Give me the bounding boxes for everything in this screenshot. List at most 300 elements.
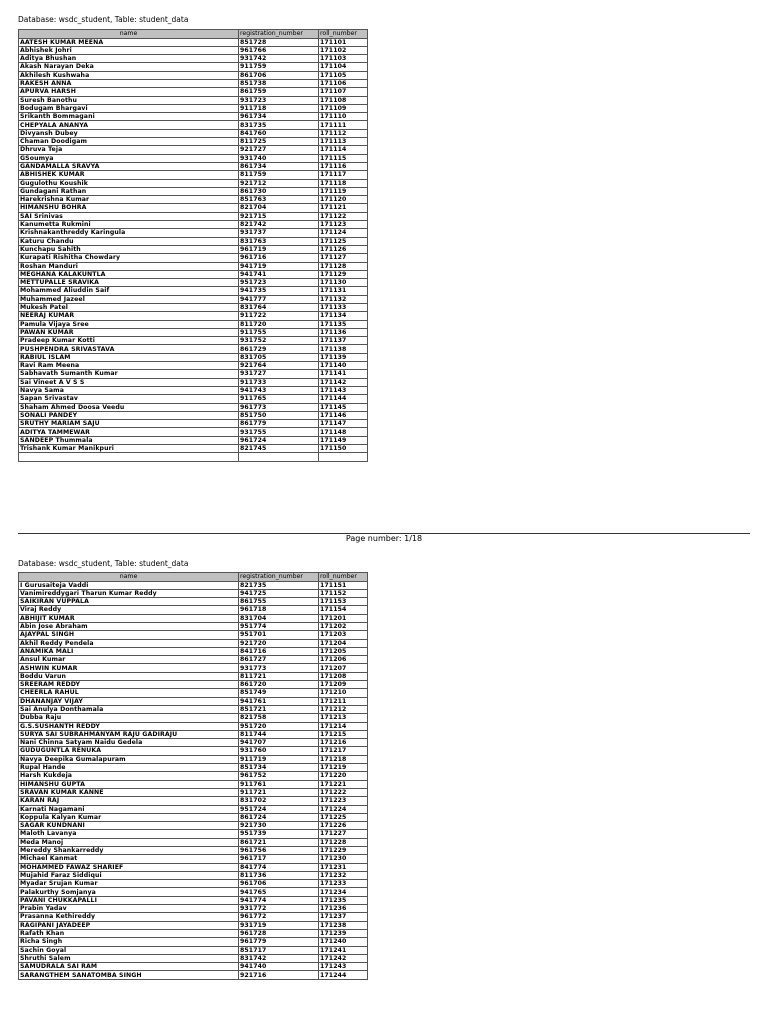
cell-registration-number: 931755 [239, 428, 319, 436]
table-row [19, 830, 368, 838]
table-row [19, 154, 368, 162]
cell-roll-number: 171231 [319, 863, 368, 871]
cell-name: Maloth Lavanya [19, 830, 239, 838]
cell-roll-number: 171226 [319, 822, 368, 830]
cell-roll-number: 171154 [319, 606, 368, 614]
cell-roll-number: 171239 [319, 929, 368, 937]
student-table [18, 572, 368, 980]
cell-registration-number: 931740 [239, 154, 319, 162]
cell-roll-number: 171222 [319, 788, 368, 796]
cell-name: Sachin Goyal [19, 946, 239, 954]
table-row [19, 55, 368, 63]
cell-name: Akhil Reddy Pendela [19, 639, 239, 647]
cell-name: I Gurusaiteja Vaddi [19, 581, 239, 589]
table-row [19, 954, 368, 962]
cell-roll-number: 171118 [319, 179, 368, 187]
cell-name: Akhilesh Kushwaha [19, 71, 239, 79]
cell-registration-number: 861724 [239, 813, 319, 821]
cell-roll-number: 171124 [319, 229, 368, 237]
cell-registration-number: 861755 [239, 598, 319, 606]
cell-roll-number: 171210 [319, 689, 368, 697]
cell-name: MEGHANA KALAKUNTLA [19, 270, 239, 278]
table-row [19, 63, 368, 71]
cell-registration-number [239, 453, 319, 461]
cell-registration-number: 841716 [239, 647, 319, 655]
cell-roll-number: 171203 [319, 631, 368, 639]
cell-registration-number: 931773 [239, 664, 319, 672]
cell-roll-number: 171111 [319, 121, 368, 129]
cell-registration-number: 961734 [239, 113, 319, 121]
cell-registration-number: 911719 [239, 755, 319, 763]
cell-registration-number: 861706 [239, 71, 319, 79]
cell-registration-number: 951724 [239, 805, 319, 813]
cell-registration-number: 961719 [239, 245, 319, 253]
cell-roll-number: 171235 [319, 896, 368, 904]
cell-registration-number: 841760 [239, 129, 319, 137]
table-row [19, 453, 368, 461]
cell-name: Ravi Ram Meena [19, 362, 239, 370]
cell-registration-number: 851734 [239, 764, 319, 772]
cell-roll-number: 171213 [319, 714, 368, 722]
cell-name: Boddu Varun [19, 672, 239, 680]
cell-registration-number: 941743 [239, 386, 319, 394]
page-number: Page number: 1/18 [345, 534, 423, 543]
cell-registration-number: 951720 [239, 722, 319, 730]
cell-roll-number: 171209 [319, 681, 368, 689]
cell-roll-number: 171150 [319, 445, 368, 453]
cell-registration-number: 861759 [239, 88, 319, 96]
cell-roll-number: 171105 [319, 71, 368, 79]
cell-registration-number: 811725 [239, 138, 319, 146]
table-row [19, 312, 368, 320]
table-row [19, 88, 368, 96]
cell-roll-number: 171225 [319, 813, 368, 821]
cell-registration-number: 831735 [239, 121, 319, 129]
cell-roll-number: 171218 [319, 755, 368, 763]
table-row [19, 581, 368, 589]
cell-roll-number: 171135 [319, 320, 368, 328]
cell-name: Muhammed Jazeel [19, 295, 239, 303]
cell-name: Shruthi Salem [19, 954, 239, 962]
table-row [19, 38, 368, 46]
cell-roll-number: 171234 [319, 888, 368, 896]
table-row [19, 871, 368, 879]
cell-registration-number: 951774 [239, 622, 319, 630]
cell-name: GANDAMALLA SRAVYA [19, 162, 239, 170]
cell-name: Aditya Bhushan [19, 55, 239, 63]
cell-registration-number: 941740 [239, 963, 319, 971]
cell-roll-number: 171230 [319, 855, 368, 863]
cell-name: Mereddy Shankarreddy [19, 847, 239, 855]
cell-name: Navya Deepika Gumalapuram [19, 755, 239, 763]
table-row [19, 780, 368, 788]
cell-registration-number: 941719 [239, 262, 319, 270]
cell-roll-number: 171238 [319, 921, 368, 929]
table-row [19, 880, 368, 888]
column-header-roll-number: roll_number [319, 30, 368, 39]
table-row [19, 730, 368, 738]
column-header-name: name [19, 30, 239, 39]
cell-roll-number: 171117 [319, 171, 368, 179]
cell-roll-number: 171212 [319, 705, 368, 713]
cell-name: Rafath Khan [19, 929, 239, 937]
cell-name: SRUTHY MARIAM SAJU [19, 420, 239, 428]
cell-registration-number: 961752 [239, 772, 319, 780]
cell-name: Trishank Kumar Manikpuri [19, 445, 239, 453]
table-row [19, 362, 368, 370]
cell-roll-number [319, 453, 368, 461]
table-row [19, 179, 368, 187]
cell-name: HIMANSHU GUPTA [19, 780, 239, 788]
table-row [19, 420, 368, 428]
cell-name: HIMANSHU BOHRA [19, 204, 239, 212]
cell-roll-number: 171104 [319, 63, 368, 71]
cell-name: Mujahid Faraz Siddiqui [19, 871, 239, 879]
table-row [19, 838, 368, 846]
table-row [19, 788, 368, 796]
table-row [19, 196, 368, 204]
cell-name: Prasanna Kethireddy [19, 913, 239, 921]
table-row [19, 938, 368, 946]
table-row [19, 270, 368, 278]
cell-registration-number: 921716 [239, 971, 319, 979]
cell-registration-number: 941761 [239, 697, 319, 705]
cell-registration-number: 811736 [239, 871, 319, 879]
table-row [19, 722, 368, 730]
cell-roll-number: 171241 [319, 946, 368, 954]
cell-registration-number: 931737 [239, 229, 319, 237]
cell-registration-number: 921712 [239, 179, 319, 187]
cell-name: DHANANJAY VIJAY [19, 697, 239, 705]
cell-roll-number: 171128 [319, 262, 368, 270]
cell-name: SRAVAN KUMAR KANNE [19, 788, 239, 796]
table-row [19, 697, 368, 705]
cell-registration-number: 861779 [239, 420, 319, 428]
cell-registration-number: 811721 [239, 672, 319, 680]
cell-registration-number: 921720 [239, 639, 319, 647]
cell-registration-number: 941765 [239, 888, 319, 896]
cell-name: SREERAM REDDY [19, 681, 239, 689]
cell-roll-number: 171208 [319, 672, 368, 680]
cell-registration-number: 831704 [239, 614, 319, 622]
cell-roll-number: 171244 [319, 971, 368, 979]
cell-name: Roshan Manduri [19, 262, 239, 270]
table-row [19, 946, 368, 954]
cell-roll-number: 171120 [319, 196, 368, 204]
cell-registration-number: 941735 [239, 287, 319, 295]
cell-name: PAWAN KUMAR [19, 328, 239, 336]
cell-registration-number: 961779 [239, 938, 319, 946]
cell-name: Kurapati Rishitha Chowdary [19, 254, 239, 262]
cell-roll-number: 171127 [319, 254, 368, 262]
cell-registration-number: 911765 [239, 395, 319, 403]
cell-roll-number: 171103 [319, 55, 368, 63]
cell-registration-number: 841774 [239, 863, 319, 871]
cell-registration-number: 821745 [239, 445, 319, 453]
cell-registration-number: 821742 [239, 221, 319, 229]
cell-registration-number: 851728 [239, 38, 319, 46]
table-row [19, 187, 368, 195]
cell-name: ABHISHEK KUMAR [19, 171, 239, 179]
header-row [19, 573, 368, 582]
table-row [19, 639, 368, 647]
table-row [19, 295, 368, 303]
cell-registration-number: 911759 [239, 63, 319, 71]
table-row [19, 436, 368, 444]
cell-name: SARANGTHEM SANATOMBA SINGH [19, 971, 239, 979]
table-row [19, 212, 368, 220]
cell-name: Rupal Hande [19, 764, 239, 772]
table-row [19, 656, 368, 664]
table-row [19, 262, 368, 270]
cell-name: SURYA SAI SUBRAHMANYAM RAJU GADIRAJU [19, 730, 239, 738]
table-row [19, 162, 368, 170]
cell-roll-number: 171114 [319, 146, 368, 154]
cell-name: Harsh Kukdeja [19, 772, 239, 780]
cell-name: Harekrishna Kumar [19, 196, 239, 204]
cell-name: Meda Manoj [19, 838, 239, 846]
cell-name: ABHIJIT KUMAR [19, 614, 239, 622]
cell-registration-number: 941777 [239, 295, 319, 303]
cell-name: Sabhavath Sumanth Kumar [19, 370, 239, 378]
cell-registration-number: 851750 [239, 411, 319, 419]
cell-roll-number: 171130 [319, 279, 368, 287]
cell-roll-number: 171143 [319, 386, 368, 394]
cell-roll-number: 171220 [319, 772, 368, 780]
table-row [19, 913, 368, 921]
table-row [19, 822, 368, 830]
table-row [19, 428, 368, 436]
cell-roll-number: 171136 [319, 328, 368, 336]
table-row [19, 672, 368, 680]
table-row [19, 204, 368, 212]
cell-roll-number: 171243 [319, 963, 368, 971]
cell-name: Pamula Vijaya Sree [19, 320, 239, 328]
table-row [19, 905, 368, 913]
cell-name: Vanimireddygari Tharun Kumar Reddy [19, 589, 239, 597]
table-row [19, 445, 368, 453]
cell-roll-number: 171232 [319, 871, 368, 879]
cell-registration-number: 961716 [239, 254, 319, 262]
cell-name: SAMUDRALA SAI RAM [19, 963, 239, 971]
cell-roll-number: 171109 [319, 104, 368, 112]
cell-name: Suresh Banothu [19, 96, 239, 104]
cell-name: PUSHPENDRA SRIVASTAVA [19, 345, 239, 353]
cell-name: Bodugam Bhargavi [19, 104, 239, 112]
cell-registration-number: 811759 [239, 171, 319, 179]
table-caption: Database: wsdc_student, Table: student_data [18, 15, 189, 24]
table-row [19, 370, 368, 378]
table-row [19, 320, 368, 328]
table-row [19, 772, 368, 780]
table-row [19, 681, 368, 689]
cell-name: Mukesh Patel [19, 304, 239, 312]
table-row [19, 797, 368, 805]
table-row [19, 589, 368, 597]
cell-roll-number: 171152 [319, 589, 368, 597]
table-row [19, 353, 368, 361]
cell-registration-number: 811744 [239, 730, 319, 738]
cell-registration-number: 861720 [239, 681, 319, 689]
cell-name: Richa Singh [19, 938, 239, 946]
cell-registration-number: 941707 [239, 739, 319, 747]
cell-registration-number: 851763 [239, 196, 319, 204]
cell-name: Mohammed Aliuddin Saif [19, 287, 239, 295]
cell-roll-number: 171242 [319, 954, 368, 962]
table-row [19, 104, 368, 112]
table-row [19, 805, 368, 813]
table-row [19, 739, 368, 747]
cell-roll-number: 171206 [319, 656, 368, 664]
cell-registration-number: 851721 [239, 705, 319, 713]
cell-roll-number: 171219 [319, 764, 368, 772]
cell-name: SONALI PANDEY [19, 411, 239, 419]
cell-name: SAI Srinivas [19, 212, 239, 220]
cell-registration-number: 961756 [239, 847, 319, 855]
cell-name: SAIKIRAN VUPPALA [19, 598, 239, 606]
cell-roll-number: 171141 [319, 370, 368, 378]
cell-roll-number: 171144 [319, 395, 368, 403]
cell-name: Kunchapu Sahith [19, 245, 239, 253]
cell-registration-number: 831764 [239, 304, 319, 312]
student-table [18, 29, 368, 462]
cell-name: SANDEEP Thummala [19, 436, 239, 444]
table-row [19, 386, 368, 394]
cell-registration-number: 961766 [239, 46, 319, 54]
cell-roll-number: 171121 [319, 204, 368, 212]
cell-registration-number: 931752 [239, 337, 319, 345]
table-row [19, 337, 368, 345]
cell-roll-number: 171129 [319, 270, 368, 278]
cell-name: Navya Sama [19, 386, 239, 394]
table-row [19, 755, 368, 763]
column-header-name: name [19, 573, 239, 582]
cell-roll-number: 171229 [319, 847, 368, 855]
table-row [19, 411, 368, 419]
header-row [19, 30, 368, 39]
cell-roll-number: 171216 [319, 739, 368, 747]
cell-registration-number: 921727 [239, 146, 319, 154]
cell-roll-number: 171112 [319, 129, 368, 137]
cell-roll-number: 171223 [319, 797, 368, 805]
table-row [19, 254, 368, 262]
cell-registration-number: 861727 [239, 656, 319, 664]
cell-name: CHEPYALA ANANYA [19, 121, 239, 129]
cell-roll-number: 171204 [319, 639, 368, 647]
cell-roll-number: 171211 [319, 697, 368, 705]
cell-registration-number: 921764 [239, 362, 319, 370]
cell-name: Gugulothu Koushik [19, 179, 239, 187]
cell-name: Dhruva Teja [19, 146, 239, 154]
cell-name: GSoumya [19, 154, 239, 162]
cell-name: Sai Anulya Donthamala [19, 705, 239, 713]
cell-roll-number: 171215 [319, 730, 368, 738]
cell-name: Michael Kanmat [19, 855, 239, 863]
cell-roll-number: 171142 [319, 378, 368, 386]
cell-roll-number: 171148 [319, 428, 368, 436]
cell-name: Nani Chinna Satyam Naidu Gedela [19, 739, 239, 747]
cell-registration-number: 911733 [239, 378, 319, 386]
cell-registration-number: 961717 [239, 855, 319, 863]
table-row [19, 888, 368, 896]
cell-name: Prabin Yadav [19, 905, 239, 913]
cell-name: RAKESH ANNA [19, 79, 239, 87]
cell-roll-number: 171122 [319, 212, 368, 220]
cell-registration-number: 831702 [239, 797, 319, 805]
cell-roll-number: 171237 [319, 913, 368, 921]
cell-roll-number: 171102 [319, 46, 368, 54]
cell-name: Akash Narayan Deka [19, 63, 239, 71]
column-header-registration-number: registration_number [239, 30, 319, 39]
cell-name: MOHAMMED FAWAZ SHARIEF [19, 863, 239, 871]
table-row [19, 606, 368, 614]
table-row [19, 138, 368, 146]
cell-registration-number: 911722 [239, 312, 319, 320]
cell-name [19, 453, 239, 461]
table-row [19, 146, 368, 154]
cell-name: AJAYPAL SINGH [19, 631, 239, 639]
table-row [19, 129, 368, 137]
cell-name: Myadar Srujan Kumar [19, 880, 239, 888]
cell-roll-number: 171149 [319, 436, 368, 444]
cell-name: Viraj Reddy [19, 606, 239, 614]
cell-roll-number: 171134 [319, 312, 368, 320]
table-row [19, 689, 368, 697]
table-row [19, 614, 368, 622]
cell-registration-number: 861734 [239, 162, 319, 170]
cell-roll-number: 171133 [319, 304, 368, 312]
cell-name: Katuru Chandu [19, 237, 239, 245]
cell-registration-number: 911761 [239, 780, 319, 788]
cell-name: APURVA HARSH [19, 88, 239, 96]
table-caption: Database: wsdc_student, Table: student_data [18, 559, 189, 568]
cell-name: Krishnakanthreddy Karingula [19, 229, 239, 237]
cell-roll-number: 171106 [319, 79, 368, 87]
table-row [19, 622, 368, 630]
cell-roll-number: 171116 [319, 162, 368, 170]
table-row [19, 664, 368, 672]
table-row [19, 929, 368, 937]
table-row [19, 921, 368, 929]
cell-name: Srikanth Bommagani [19, 113, 239, 121]
cell-name: AATESH KUMAR MEENA [19, 38, 239, 46]
table-row [19, 963, 368, 971]
table-row [19, 863, 368, 871]
cell-registration-number: 931742 [239, 55, 319, 63]
cell-name: Karnati Nagamani [19, 805, 239, 813]
table-row [19, 747, 368, 755]
cell-roll-number: 171101 [319, 38, 368, 46]
cell-registration-number: 861721 [239, 838, 319, 846]
table-row [19, 279, 368, 287]
cell-registration-number: 921730 [239, 822, 319, 830]
table-row [19, 304, 368, 312]
cell-roll-number: 171201 [319, 614, 368, 622]
table-row [19, 245, 368, 253]
table-row [19, 171, 368, 179]
cell-roll-number: 171145 [319, 403, 368, 411]
cell-roll-number: 171214 [319, 722, 368, 730]
cell-roll-number: 171236 [319, 905, 368, 913]
cell-name: NEERAJ KUMAR [19, 312, 239, 320]
cell-registration-number: 811720 [239, 320, 319, 328]
cell-name: KARAN RAJ [19, 797, 239, 805]
cell-roll-number: 171132 [319, 295, 368, 303]
table-row [19, 221, 368, 229]
cell-registration-number: 931772 [239, 905, 319, 913]
cell-name: CHEERLA RAHUL [19, 689, 239, 697]
cell-registration-number: 951723 [239, 279, 319, 287]
